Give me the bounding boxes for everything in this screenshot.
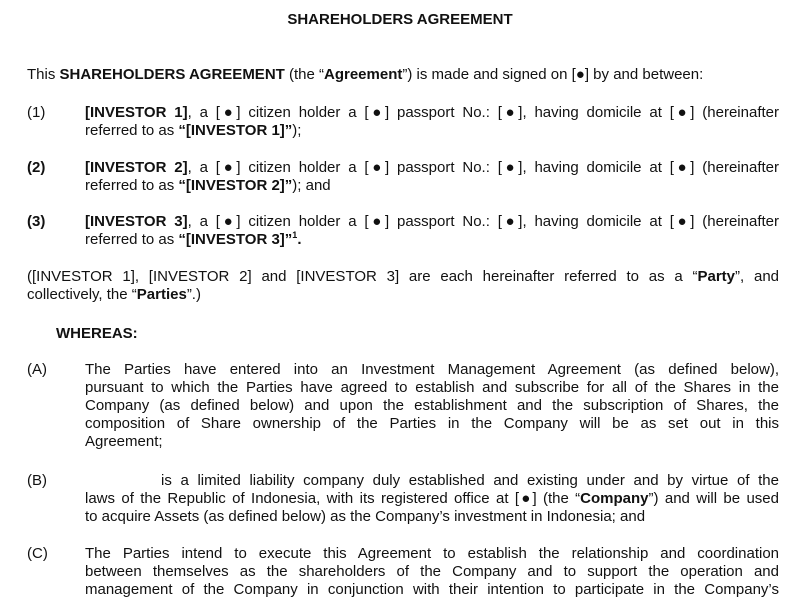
- party-defined-term: “[INVESTOR 2]”: [178, 177, 293, 194]
- recital-line: to acquire Assets (as defined below) as the Company’s investment in Indonesia; and: [85, 508, 646, 525]
- party-line1: , a [●] citizen holder a [●] passport No.: [●], having domicile at [●] (hereinafter: [187, 213, 779, 230]
- intro-paragraph: [27, 66, 779, 84]
- recital-line: pursuant to which the Parties have agreed to establish and subscribe for all of the Shares in the: [85, 379, 779, 396]
- party-name: [INVESTOR 2]: [85, 159, 188, 176]
- collective-line2-suffix: ”.): [186, 286, 201, 303]
- party-line1: , a [●] citizen holder a [●] passport No.: [●], having domicile at [●] (hereinafter: [187, 159, 779, 176]
- recital-line: Agreement;: [85, 433, 163, 450]
- intro-mid: (the “: [284, 66, 324, 83]
- party-number: (1): [27, 104, 46, 121]
- party-2: [27, 159, 779, 195]
- collective-definition: [27, 268, 779, 304]
- party-line2-suffix: ); and: [292, 177, 331, 194]
- party-line1: , a [●] citizen holder a [●] passport No.: [●], having domicile at [●] (hereinafter: [187, 104, 779, 121]
- intro-prefix: This: [27, 66, 60, 83]
- recital-label: (C): [27, 545, 48, 562]
- parties-defined-term: Parties: [136, 286, 187, 303]
- recital-line2-prefix: laws of the Republic of Indonesia, with its registered office at [●] (the “: [85, 490, 581, 507]
- recital-line: management of the Company in conjunction with their intention to participate in the Company’s: [85, 581, 779, 598]
- party-line2-prefix: referred to as: [85, 122, 179, 139]
- party-defined-term: Party: [697, 268, 736, 285]
- recital-label: (B): [27, 472, 47, 489]
- party-line2-suffix: .: [297, 231, 302, 248]
- party-number: (3): [27, 213, 46, 230]
- party-defined-term: “[INVESTOR 1]”: [178, 122, 293, 139]
- recital-label: (A): [27, 361, 47, 378]
- whereas-heading: WHEREAS:: [56, 325, 138, 342]
- document-title: SHAREHOLDERS AGREEMENT: [287, 11, 513, 28]
- party-name: [INVESTOR 1]: [85, 104, 188, 121]
- collective-line1-suffix: ”, and: [735, 268, 780, 285]
- company-defined-term: Company: [580, 490, 649, 507]
- intro-defined-term: Agreement: [324, 66, 403, 83]
- party-line2-prefix: referred to as: [85, 177, 179, 194]
- party-3: [27, 213, 779, 249]
- intro-bold-name: SHAREHOLDERS AGREEMENT: [59, 66, 285, 83]
- recital-line2-suffix: ”) and will be used: [648, 490, 779, 507]
- party-name: [INVESTOR 3]: [85, 213, 188, 230]
- recital-line: composition of Share ownership of the Parties in the Company will be as set out in this: [85, 415, 779, 432]
- collective-line1-prefix: ([INVESTOR 1], [INVESTOR 2] and [INVESTOR 3] are each hereinafter referred to as a “: [27, 268, 698, 285]
- collective-line2-prefix: collectively, the “: [27, 286, 137, 303]
- recital-line: is a limited liability company duly established and existing under and by virtue of the: [161, 472, 779, 489]
- recital-c: [27, 545, 779, 599]
- party-defined-term: “[INVESTOR 3]”: [178, 231, 293, 248]
- recital-b: [27, 472, 779, 526]
- party-1: [27, 104, 779, 140]
- party-line2-prefix: referred to as: [85, 231, 179, 248]
- recital-line: between themselves as the shareholders of the Company and to support the operation and: [85, 563, 779, 580]
- recital-line: The Parties have entered into an Investment Management Agreement (as defined below),: [85, 361, 779, 378]
- recital-a: [27, 361, 779, 451]
- recital-line: Company (as defined below) and upon the establishment and the subscription of Shares, the: [85, 397, 779, 414]
- party-line2-suffix: );: [292, 122, 302, 139]
- party-number: (2): [27, 159, 46, 176]
- footnote-marker: 1: [292, 230, 298, 240]
- recital-line: The Parties intend to execute this Agreement to establish the relationship and coordination: [85, 545, 779, 562]
- intro-suffix: ”) is made and signed on [●] by and between:: [402, 66, 704, 83]
